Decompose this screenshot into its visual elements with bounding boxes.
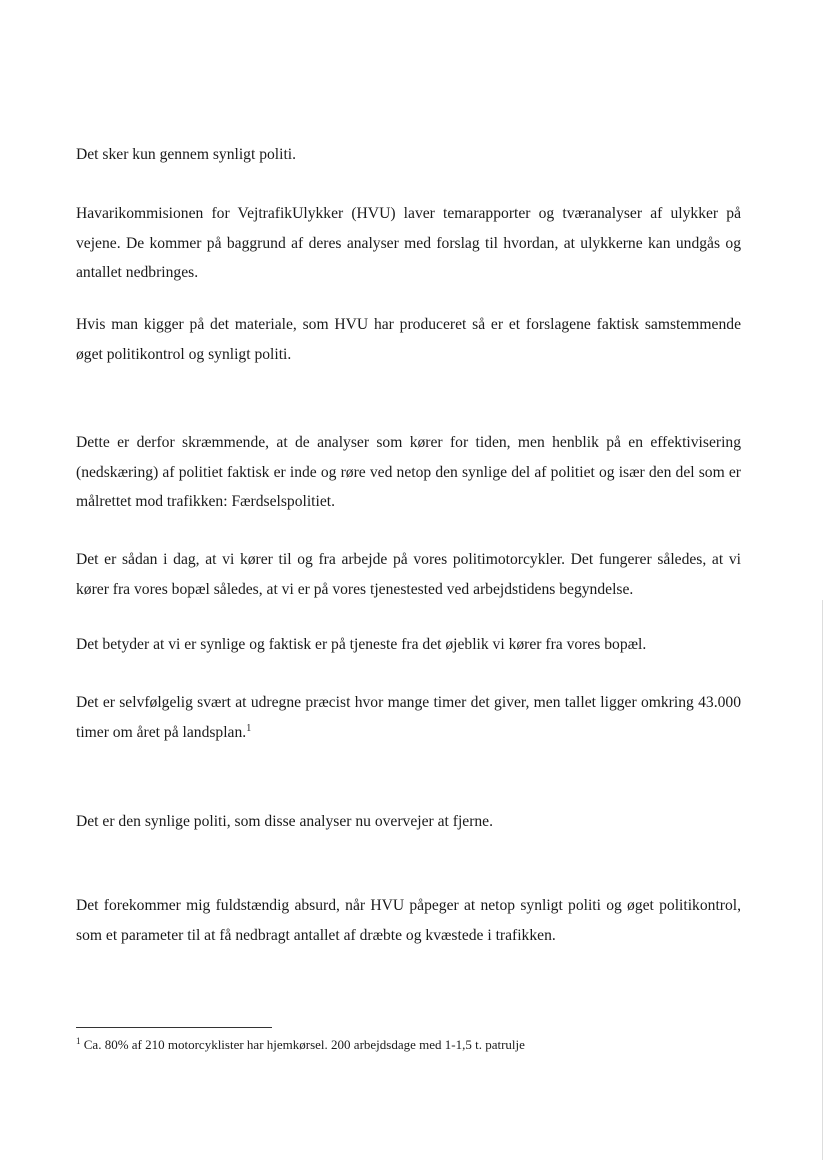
scan-edge xyxy=(822,600,823,1160)
footnote-reference: 1 xyxy=(246,722,252,734)
paragraph-2: Havarikommisionen for VejtrafikUlykker (HVU) laver temarapporter og tværanalyser af ulykker på vejene. De kommer på baggrund af deres analyser med forslag til hvordan, at ulykkerne kan undgås og antallet nedbringes. xyxy=(76,205,741,281)
paragraph-9: Det forekommer mig fuldstændig absurd, når HVU påpeger at netop synligt politi og øget politikontrol, som et parameter til at få nedbragt antallet af dræbte og kvæstede i trafikken. xyxy=(76,897,741,944)
footnote-marker: 1 xyxy=(76,1036,81,1046)
paragraph-4: Dette er derfor skræmmende, at de analyser som kører for tiden, men henblik på en effektivisering (nedskæring) af politiet faktisk er inde og røre ved netop den synlige del af politiet og især den del som er målrettet mod trafikken: Færdselspolitiet. xyxy=(76,434,741,510)
paragraph-8: Det er den synlige politi, som disse analyser nu overvejer at fjerne. xyxy=(76,813,494,830)
paragraph-7-text: Det er selvfølgelig svært at udregne præcist hvor mange timer det giver, men tallet ligger omkring 43.000 timer om året på landsplan. xyxy=(76,694,741,741)
paragraph-5: Det er sådan i dag, at vi kører til og fra arbejde på vores politimotorcykler. Det fungerer således, at vi kører fra vores bopæl således, at vi er på vores tjenestested ved arbejdstidens begyndelse. xyxy=(76,551,741,598)
paragraph-3: Hvis man kigger på det materiale, som HVU har produceret så er et forslagene faktisk samstemmende øget politikontrol og synligt politi. xyxy=(76,316,741,363)
footnote-divider xyxy=(76,1027,272,1028)
paragraph-6: Det betyder at vi er synlige og faktisk er på tjeneste fra det øjeblik vi kører fra vores bopæl. xyxy=(76,636,647,653)
footnote-text: Ca. 80% af 210 motorcyklister har hjemkørsel. 200 arbejdsdage med 1-1,5 t. patrulje xyxy=(83,1037,525,1052)
paragraph-1: Det sker kun gennem synligt politi. xyxy=(76,146,297,163)
footnote xyxy=(76,1036,525,1054)
paragraph-7 xyxy=(76,688,741,747)
